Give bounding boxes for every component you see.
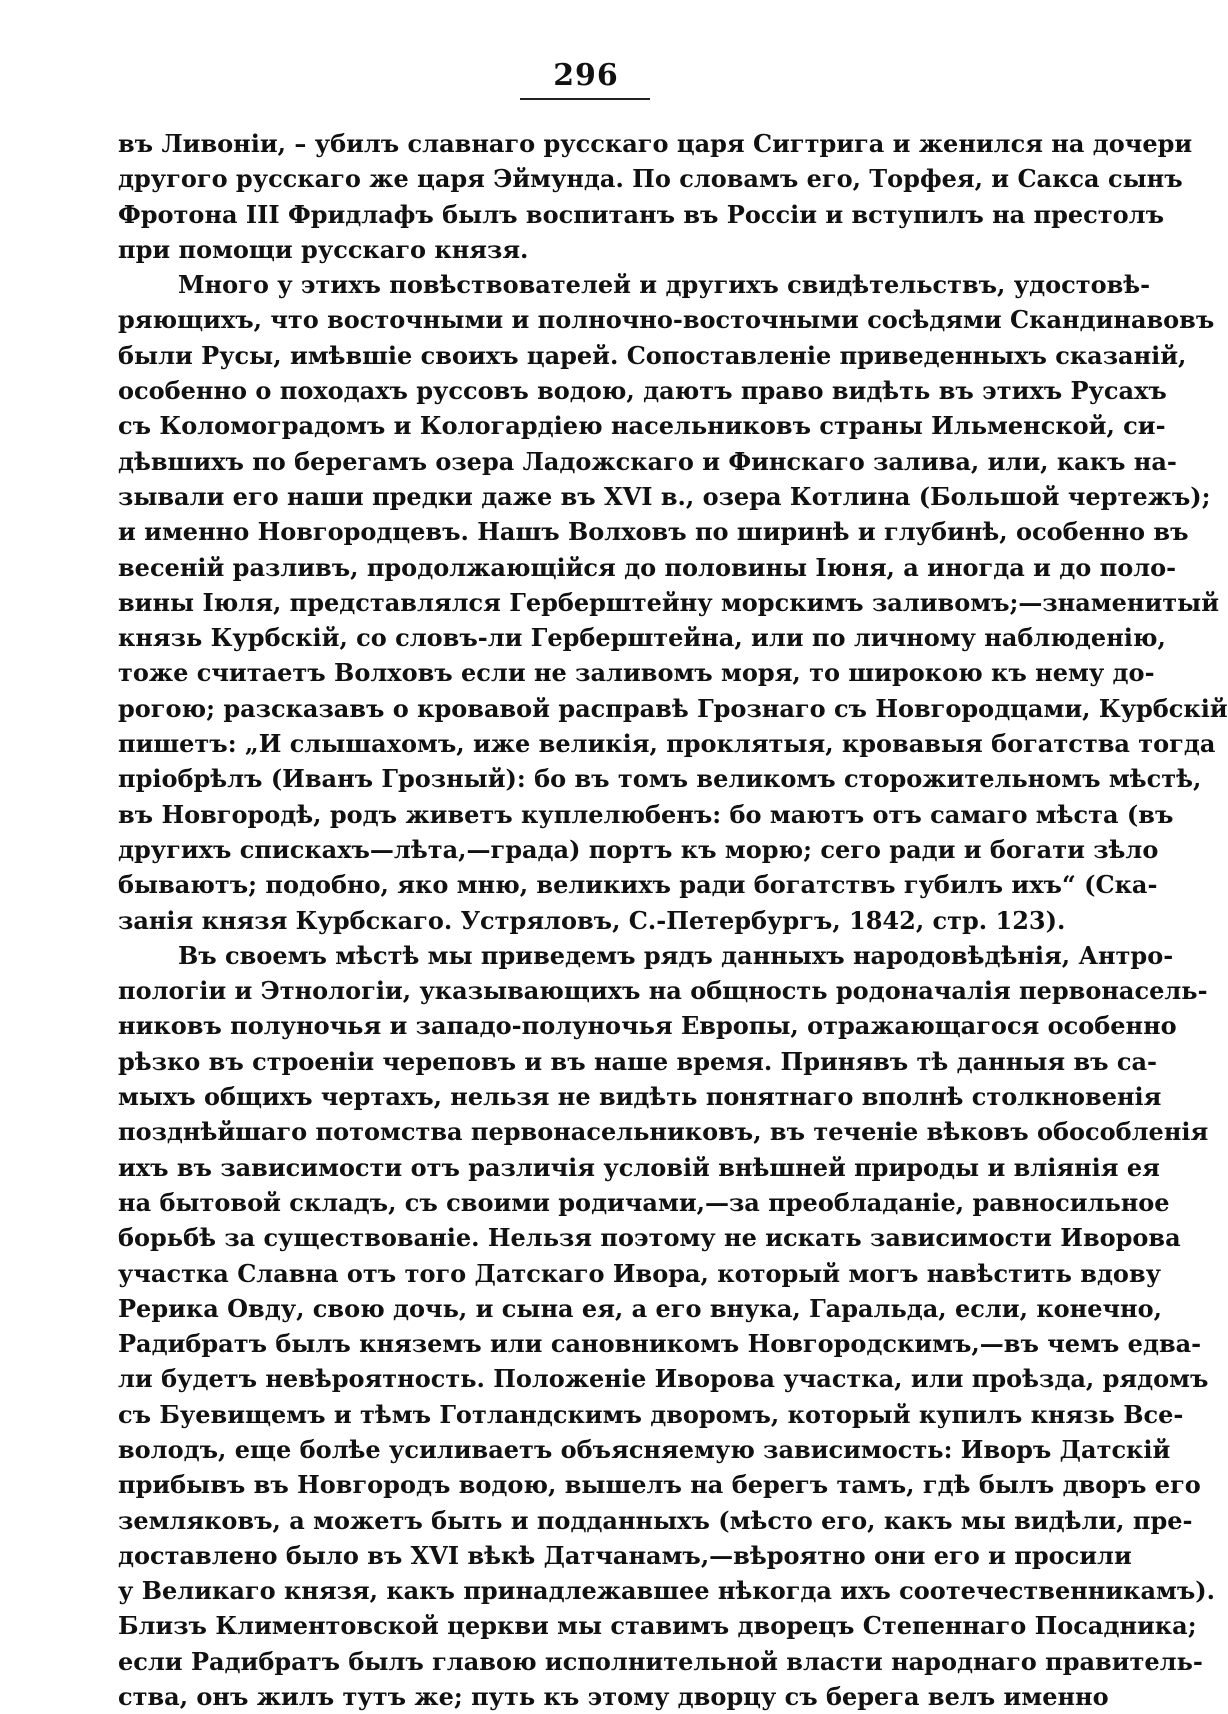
text-line: прибывъ въ Новгородъ водою, вышелъ на берегъ тамъ, гдѣ былъ дворъ его <box>118 1470 1201 1500</box>
page-number: 296 <box>553 58 619 93</box>
text-line: другихъ спискахъ—лѣта,—града) портъ къ морю; сего ради и богати зѣло <box>118 834 1159 864</box>
text-line: ства, онъ жилъ тутъ же; путь къ этому дворцу съ берега велъ именно <box>118 1682 1109 1712</box>
paragraph-2 <box>118 267 1228 938</box>
text-line: пишетъ: „И слышахомъ, иже великія, проклятыя, кровавыя богатства тогда <box>118 729 1216 759</box>
text-line: съ Коломоградомъ и Кологардіею насельниковъ страны Ильменской, си- <box>118 411 1166 441</box>
text-line: въ Новгородѣ, родъ живетъ куплелюбенъ: бо маютъ отъ самаго мѣста (въ <box>118 799 1174 829</box>
text-line: земляковъ, а можетъ быть и подданныхъ (мѣсто его, какъ мы видѣли, пре- <box>118 1505 1193 1535</box>
text-line: и именно Новгородцевъ. Нашъ Волховъ по ширинѣ и глубинѣ, особенно въ <box>118 517 1189 547</box>
text-line: въ Ливоніи, – убилъ славнаго русскаго царя Сигтрига и женился на дочери <box>118 129 1193 158</box>
header-rule <box>520 98 650 100</box>
text-line: ряющихъ, что восточными и полночно-восточными сосѣдями Скандинавовъ <box>118 305 1215 335</box>
text-line: володъ, еще болѣе усиливаетъ объясняемую зависимость: Иворъ Датскій <box>118 1434 1171 1464</box>
text-line: если Радибратъ былъ главою исполнительной власти народнаго правитель- <box>118 1646 1203 1676</box>
text-line: мыхъ общихъ чертахъ, нельзя не видѣть понятнаго вполнѣ столкновенія <box>118 1082 1162 1112</box>
text-line: борьбѣ за существованіе. Нельзя поэтому не искать зависимости Иворова <box>118 1223 1181 1253</box>
text-line: рѣзко въ строеніи череповъ и въ наше время. Принявъ тѣ данныя въ са- <box>118 1046 1158 1076</box>
text-line: никовъ полуночья и западо-полуночья Европы, отражающагося особенно <box>118 1011 1177 1041</box>
text-line: Въ своемъ мѣстѣ мы приведемъ рядъ данныхъ народовѣдѣнія, Антро- <box>178 940 1174 970</box>
text-line: князь Курбскій, со словъ-ли Герберштейна, или по личному наблюденію, <box>118 623 1166 653</box>
text-line: на бытовой складъ, съ своими родичами,—за преобладаніе, равносильное <box>118 1187 1170 1217</box>
text-line: тоже считаетъ Волховъ если не заливомъ моря, то широкою къ нему до- <box>118 658 1155 688</box>
text-line: у Великаго князя, какъ принадлежавшее нѣкогда ихъ соотечественникамъ). <box>118 1576 1216 1606</box>
text-line: ли будетъ невѣроятность. Положеніе Иворова участка, или проѣзда, рядомъ <box>118 1364 1209 1394</box>
text-line: особенно о походахъ руссовъ водою, даютъ право видѣть въ этихъ Русахъ <box>118 376 1167 406</box>
text-line: зывали его наши предки даже въ XVI в., озера Котлина (Большой чертежъ); <box>118 481 1211 511</box>
text-line: ихъ въ зависимости отъ различія условій внѣшней природы и вліянія ея <box>118 1152 1160 1182</box>
text-line: бываютъ; подобно, яко мню, великихъ ради богатствъ губилъ ихъ“ (Ска- <box>118 870 1158 900</box>
body-text <box>118 126 1228 1714</box>
text-line: съ Буевищемъ и тѣмъ Готландскимъ дворомъ, который купилъ князь Все- <box>118 1399 1184 1429</box>
text-line: доставлено было въ XVI вѣкѣ Датчанамъ,—вѣроятно они его и просили <box>118 1540 1132 1570</box>
text-line: занія князя Курбскаго. Устряловъ, С.-Петербургъ, 1842, стр. 123). <box>118 905 1066 935</box>
text-line: другого русскаго же царя Эймунда. По словамъ его, Торфея, и Сакса сынъ <box>118 164 1183 194</box>
text-line: пріобрѣлъ (Иванъ Грозный): бо въ томъ великомъ сторожительномъ мѣстѣ, <box>118 764 1202 794</box>
text-line: дѣвшихъ по берегамъ озера Ладожскаго и Финскаго залива, или, какъ на- <box>118 446 1177 476</box>
text-line: Близъ Климентовской церкви мы ставимъ дворецъ Степеннаго Посадника; <box>118 1611 1197 1641</box>
text-line: вины Іюля, представлялся Герберштейну морскимъ заливомъ;—знаменитый <box>118 587 1219 617</box>
text-line: рогою; разсказавъ о кровавой расправѣ Грознаго съ Новгородцами, Курбскій <box>118 693 1228 723</box>
text-line: Фротона III Фридлафъ былъ воспитанъ въ Россіи и вступилъ на престолъ <box>118 199 1164 229</box>
text-line: при помощи русскаго князя. <box>118 234 529 264</box>
paragraph-1 <box>118 126 1193 267</box>
text-line: Рерика Овду, свою дочь, и сына ея, а его внука, Гаральда, если, конечно, <box>118 1293 1162 1323</box>
paragraph-3 <box>118 938 1216 1714</box>
text-line: пологіи и Этнологіи, указывающихъ на общность родоначалія первонасель- <box>118 976 1208 1006</box>
text-line: участка Славна отъ того Датскаго Ивора, который могъ навѣстить вдову <box>118 1258 1161 1288</box>
text-line: Много у этихъ повѣствователей и другихъ свидѣтельствъ, удостовѣ- <box>178 270 1151 300</box>
text-line: весеній разливъ, продолжающійся до половины Іюня, а иногда и до поло- <box>118 552 1177 582</box>
text-line: были Русы, имѣвшіе своихъ царей. Сопоставленіе приведенныхъ сказаній, <box>118 340 1187 370</box>
text-line: позднѣйшаго потомства первонасельниковъ, въ теченіе вѣковъ обособленія <box>118 1117 1209 1147</box>
text-line: Радибратъ былъ княземъ или сановникомъ Новгородскимъ,—въ чемъ едва- <box>118 1329 1202 1359</box>
